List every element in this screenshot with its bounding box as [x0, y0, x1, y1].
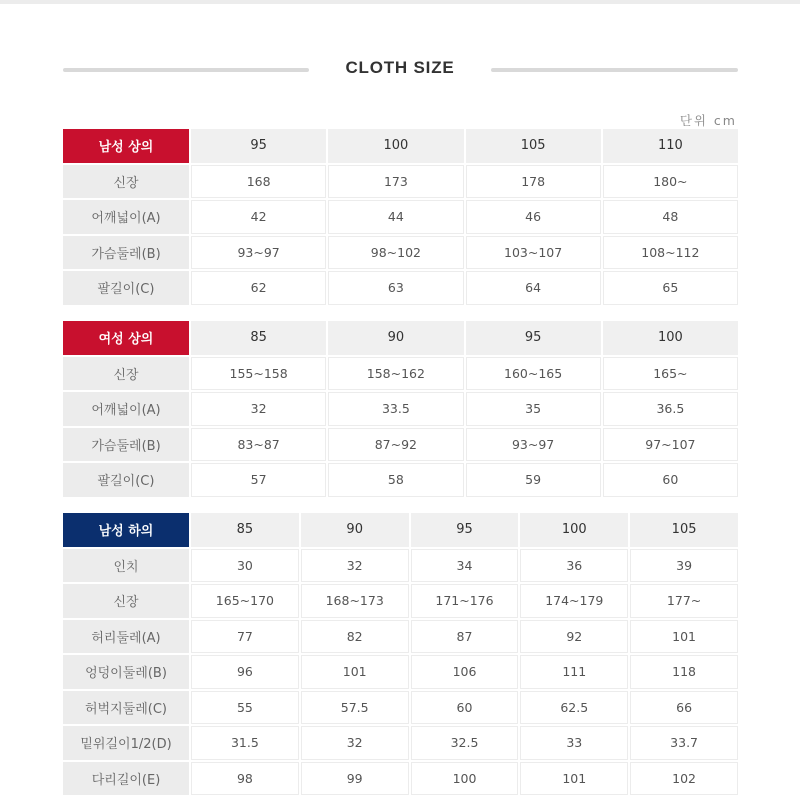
size-column-header: 105	[466, 129, 601, 163]
table-cell: 31.5	[191, 726, 299, 760]
row-label: 팔길이(C)	[63, 463, 189, 497]
table-cell: 48	[603, 200, 738, 234]
table-cell: 30	[191, 549, 299, 583]
row-label: 팔길이(C)	[63, 271, 189, 305]
table-cell: 65	[603, 271, 738, 305]
table-cell: 108~112	[603, 236, 738, 270]
table-cell: 63	[328, 271, 463, 305]
table-cell: 34	[411, 549, 519, 583]
table-cell: 33	[520, 726, 628, 760]
table-cell: 33.5	[328, 392, 463, 426]
table-cell: 174~179	[520, 584, 628, 618]
unit-label: 단위 cm	[679, 113, 737, 128]
table-cell: 93~97	[466, 428, 601, 462]
table-cell: 66	[630, 691, 738, 725]
table-cell: 168~173	[301, 584, 409, 618]
table-cell: 180~	[603, 165, 738, 199]
size-column-header: 105	[630, 513, 738, 547]
table-cell: 46	[466, 200, 601, 234]
table-cell: 33.7	[630, 726, 738, 760]
table-cell: 36	[520, 549, 628, 583]
table-cell: 158~162	[328, 357, 463, 391]
table-cell: 57.5	[301, 691, 409, 725]
table-cell: 32.5	[411, 726, 519, 760]
table-cell: 44	[328, 200, 463, 234]
row-label: 가슴둘레(B)	[63, 428, 189, 462]
table-cell: 98	[191, 762, 299, 796]
table-cell: 165~	[603, 357, 738, 391]
title-right-rule	[491, 68, 738, 72]
table-cell: 93~97	[191, 236, 326, 270]
section-header	[0, 55, 800, 85]
table-cell: 118	[630, 655, 738, 689]
table-cell: 39	[630, 549, 738, 583]
size-column-header: 100	[520, 513, 628, 547]
table-cell: 36.5	[603, 392, 738, 426]
size-table-mens-tops	[63, 129, 738, 305]
table-cell: 171~176	[411, 584, 519, 618]
table-cell: 59	[466, 463, 601, 497]
table-cell: 83~87	[191, 428, 326, 462]
size-column-header: 85	[191, 513, 299, 547]
table-cell: 55	[191, 691, 299, 725]
row-label: 엉덩이둘레(B)	[63, 655, 189, 689]
table-cell: 92	[520, 620, 628, 654]
table-cell: 82	[301, 620, 409, 654]
size-column-header: 90	[328, 321, 463, 355]
table-cell: 87~92	[328, 428, 463, 462]
size-column-header: 100	[603, 321, 738, 355]
table-cell: 32	[191, 392, 326, 426]
table-cell: 64	[466, 271, 601, 305]
row-label: 신장	[63, 584, 189, 618]
table-cell: 57	[191, 463, 326, 497]
table-cell: 160~165	[466, 357, 601, 391]
table-cell: 97~107	[603, 428, 738, 462]
table-cell: 58	[328, 463, 463, 497]
table-cell: 101	[301, 655, 409, 689]
title-left-rule	[63, 68, 309, 72]
top-divider-strip	[0, 0, 800, 4]
size-table-mens-bottoms	[63, 513, 738, 795]
size-table-womens-tops	[63, 321, 738, 497]
row-label: 허리둘레(A)	[63, 620, 189, 654]
table-cell: 106	[411, 655, 519, 689]
table-cell: 173	[328, 165, 463, 199]
table-cell: 96	[191, 655, 299, 689]
table-category-header: 여성 상의	[63, 321, 189, 355]
row-label: 어깨넓이(A)	[63, 392, 189, 426]
page-title: CLOTH SIZE	[345, 58, 455, 77]
row-label: 신장	[63, 357, 189, 391]
table-category-header: 남성 하의	[63, 513, 189, 547]
row-label: 밑위길이1/2(D)	[63, 726, 189, 760]
table-cell: 102	[630, 762, 738, 796]
table-cell: 99	[301, 762, 409, 796]
size-column-header: 95	[411, 513, 519, 547]
table-category-header: 남성 상의	[63, 129, 189, 163]
size-column-header: 95	[191, 129, 326, 163]
table-cell: 168	[191, 165, 326, 199]
table-cell: 100	[411, 762, 519, 796]
table-cell: 178	[466, 165, 601, 199]
table-cell: 177~	[630, 584, 738, 618]
row-label: 어깨넓이(A)	[63, 200, 189, 234]
table-cell: 62.5	[520, 691, 628, 725]
table-cell: 35	[466, 392, 601, 426]
size-column-header: 85	[191, 321, 326, 355]
row-label: 다리길이(E)	[63, 762, 189, 796]
row-label: 신장	[63, 165, 189, 199]
size-column-header: 100	[328, 129, 463, 163]
table-cell: 32	[301, 726, 409, 760]
table-cell: 62	[191, 271, 326, 305]
size-column-header: 110	[603, 129, 738, 163]
table-cell: 101	[630, 620, 738, 654]
size-column-header: 95	[466, 321, 601, 355]
table-cell: 101	[520, 762, 628, 796]
table-cell: 60	[603, 463, 738, 497]
row-label: 허벅지둘레(C)	[63, 691, 189, 725]
table-cell: 98~102	[328, 236, 463, 270]
table-cell: 87	[411, 620, 519, 654]
size-column-header: 90	[301, 513, 409, 547]
row-label: 인치	[63, 549, 189, 583]
table-cell: 155~158	[191, 357, 326, 391]
table-cell: 42	[191, 200, 326, 234]
table-cell: 77	[191, 620, 299, 654]
table-cell: 32	[301, 549, 409, 583]
row-label: 가슴둘레(B)	[63, 236, 189, 270]
table-cell: 103~107	[466, 236, 601, 270]
table-cell: 165~170	[191, 584, 299, 618]
table-cell: 111	[520, 655, 628, 689]
table-cell: 60	[411, 691, 519, 725]
